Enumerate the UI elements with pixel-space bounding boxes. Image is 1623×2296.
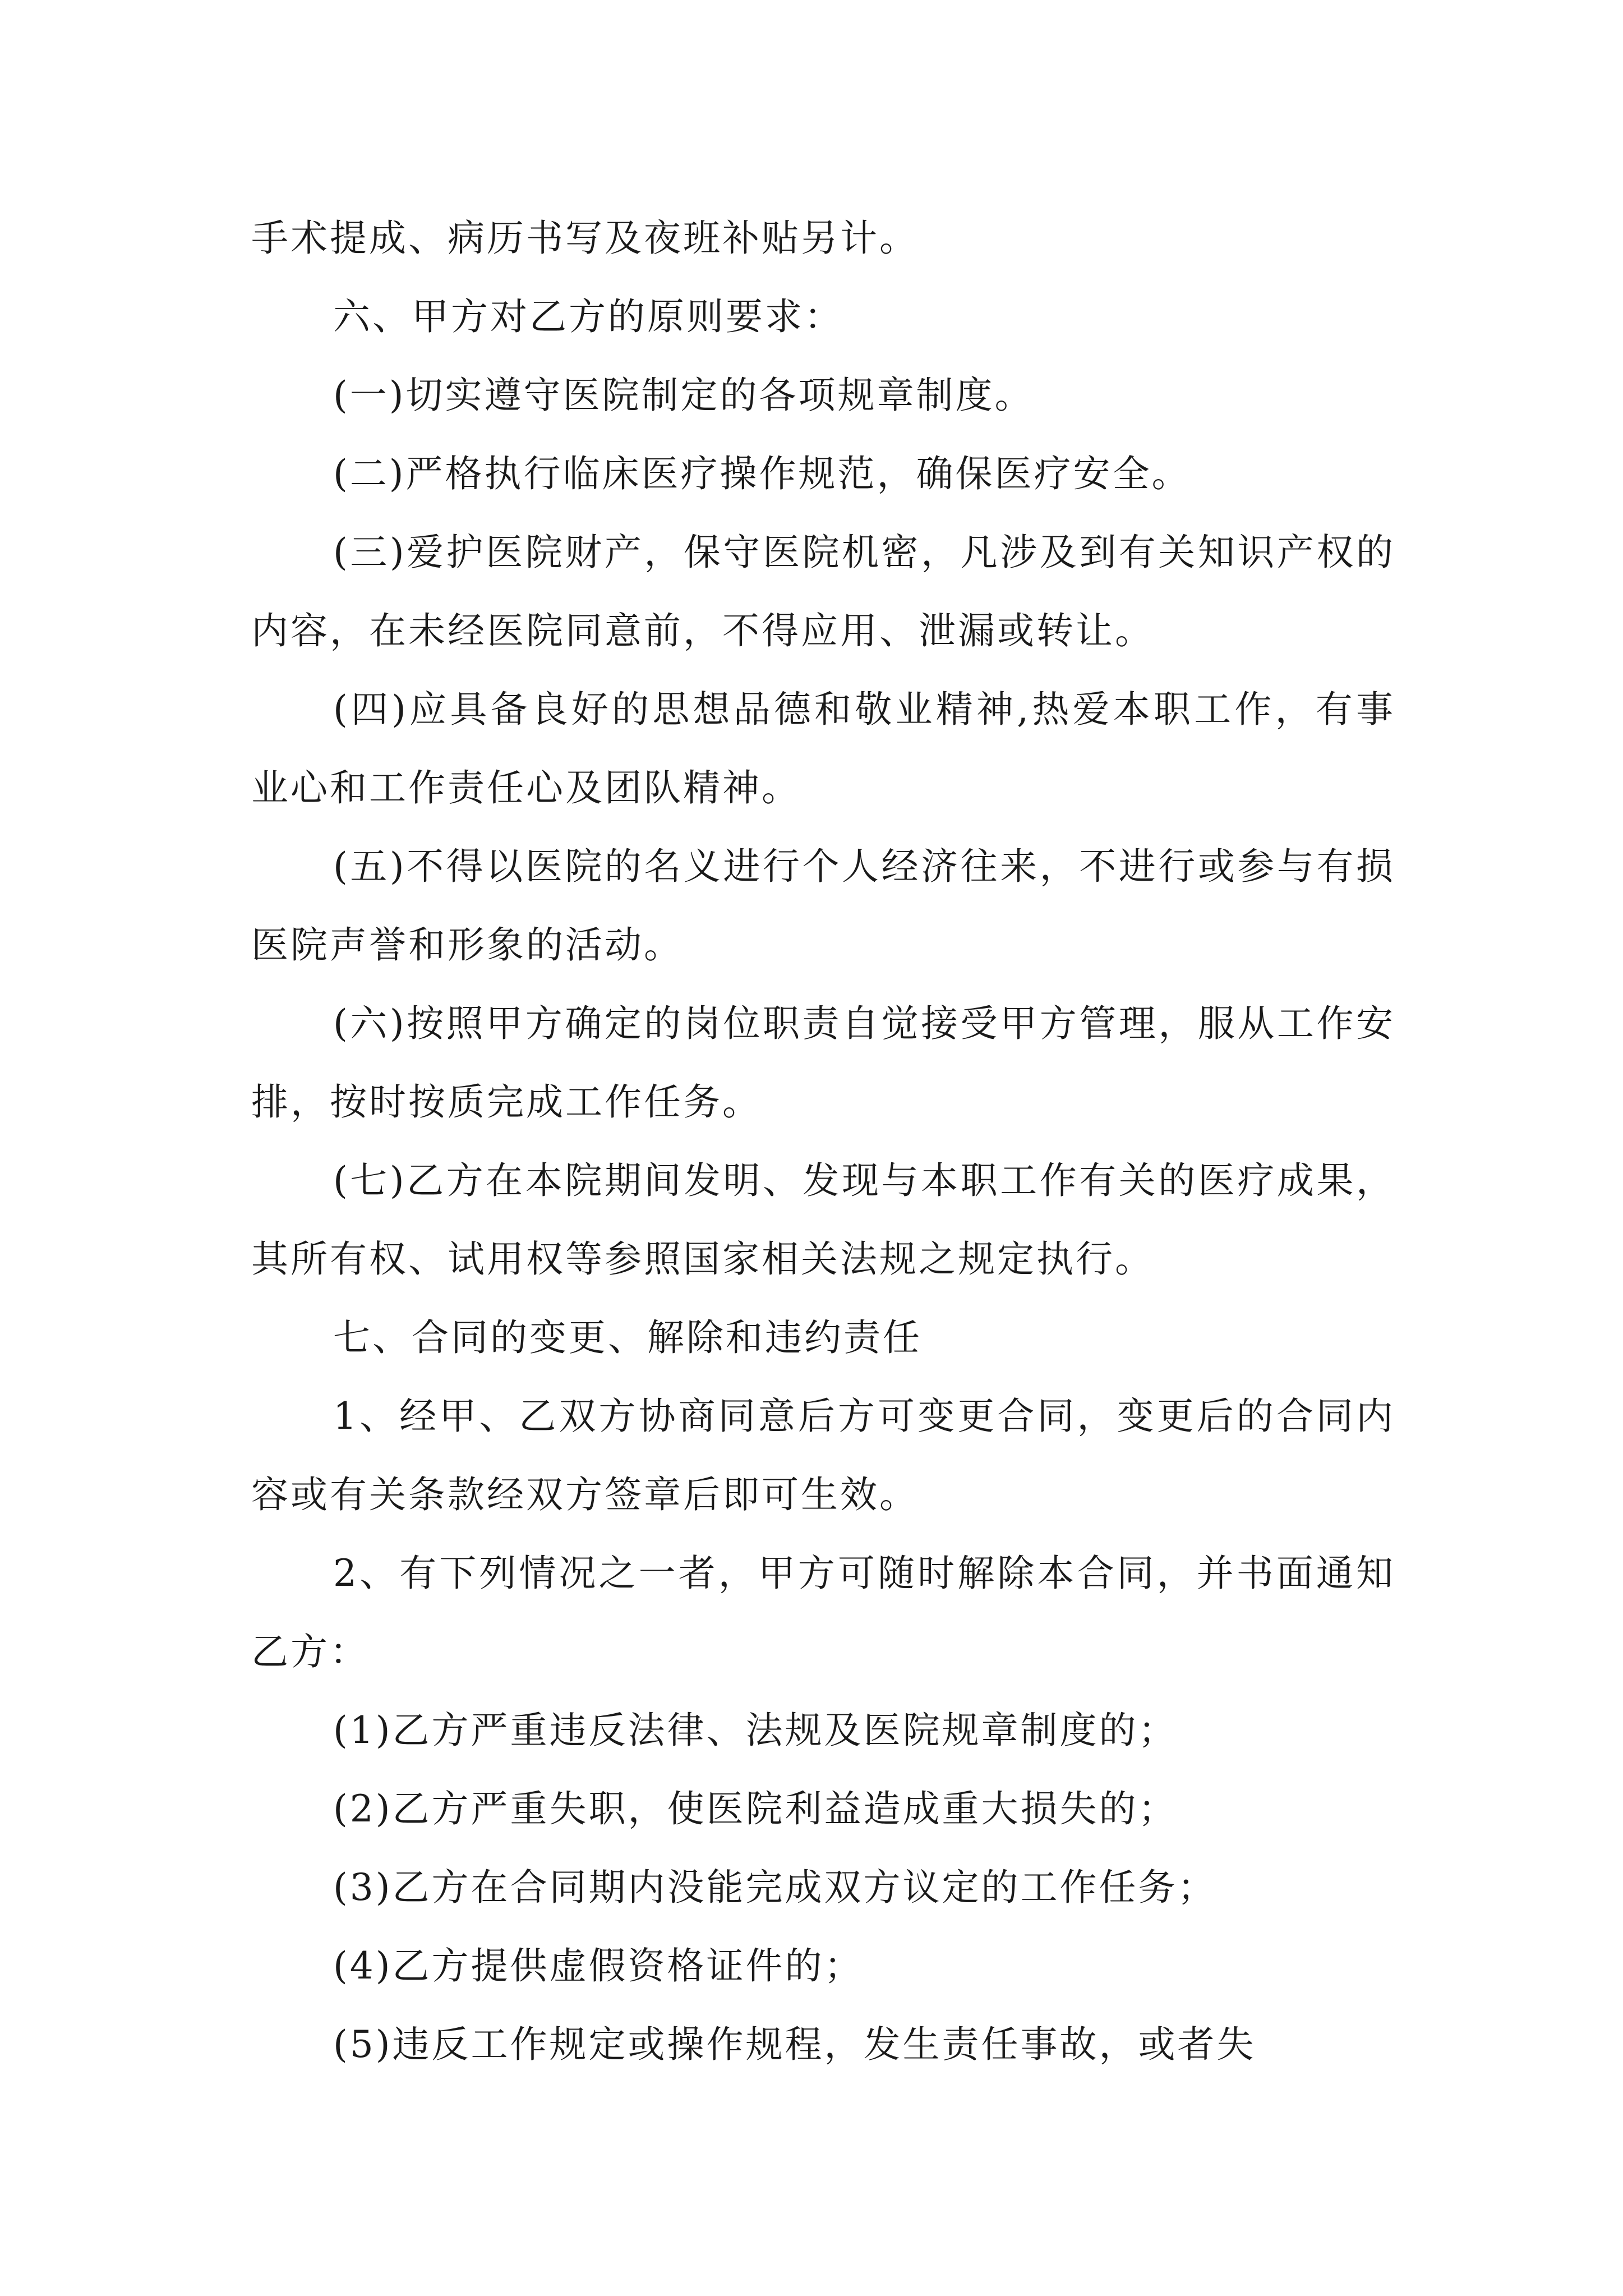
paragraph: (一)切实遵守医院制定的各项规章制度。 [333,374,1034,417]
list-item: (5)违反工作规定或操作规程，发生责任事故，或者失 [333,2023,1256,2066]
paragraph: 1、经甲、乙双方协商同意后方可变更合同，变更后的合同内容或有关条款经双方签章后即可生效。 [251,1395,1395,1516]
paragraph: (七)乙方在本院期间发明、发现与本职工作有关的医疗成果，其所有权、试用权等参照国家相关法规之规定执行。 [251,1159,1395,1281]
list-item: (1)乙方严重违反法律、法规及医院规章制度的； [333,1709,1178,1752]
paragraph: 2、有下列情况之一者，甲方可随时解除本合同，并书面通知乙方： [251,1552,1395,1673]
list-item: (4)乙方提供虚假资格证件的； [333,1944,864,1987]
list-item: (3)乙方在合同期内没能完成双方议定的工作任务； [333,1866,1217,1909]
paragraph: (六)按照甲方确定的岗位职责自觉接受甲方管理，服从工作安排，按时按质完成工作任务。 [251,1002,1395,1124]
section-heading-six: 六、甲方对乙方的原则要求： [333,295,843,338]
list-item: (2)乙方严重失职，使医院利益造成重大损失的； [333,1787,1178,1830]
paragraph: (四)应具备良好的思想品德和敬业精神,热爱本职工作，有事业心和工作责任心及团队精神。 [251,688,1395,809]
paragraph: (三)爱护医院财产，保守医院机密，凡涉及到有关知识产权的内容，在未经医院同意前，不得应用、泄漏或转让。 [251,531,1395,652]
paragraph: (二)严格执行临床医疗操作规范，确保医疗安全。 [333,452,1191,495]
paragraph: (五)不得以医院的名义进行个人经济往来，不进行或参与有损医院声誉和形象的活动。 [251,845,1395,967]
section-heading-seven: 七、合同的变更、解除和违约责任 [333,1316,922,1359]
document-body [251,199,1395,2084]
paragraph: 手术提成、病历书写及夜班补贴另计。 [251,217,919,260]
